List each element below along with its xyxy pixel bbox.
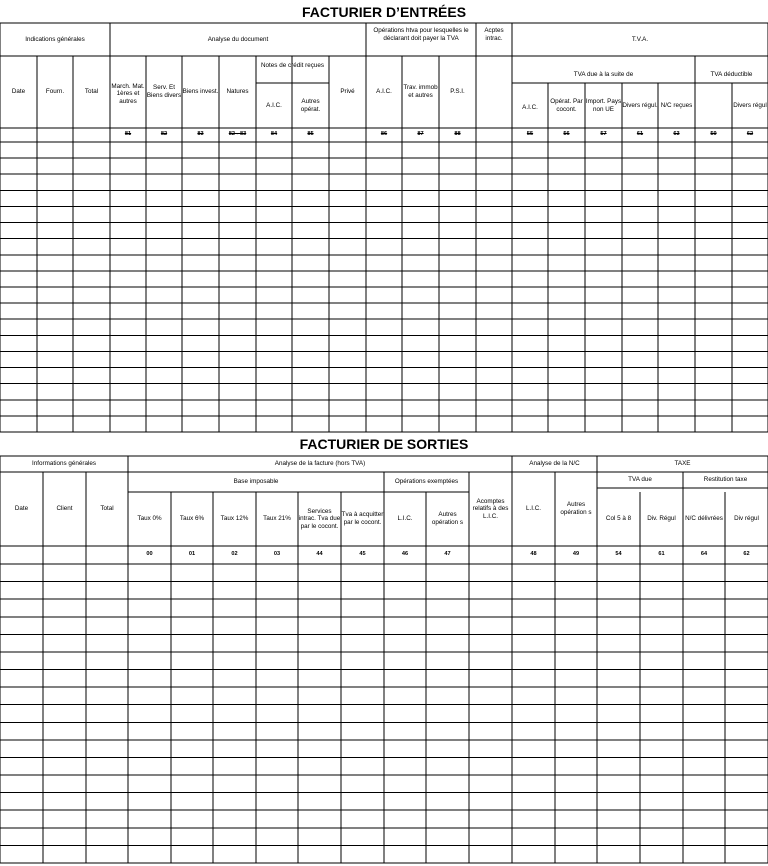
column-header-prive: Privé	[340, 88, 355, 96]
sorties-title: FACTURIER DE SORTIES	[299, 436, 469, 452]
grid-code: 44	[316, 551, 323, 558]
grid-code: 81	[124, 131, 132, 138]
group-informations-generales: Informations générales	[31, 460, 97, 468]
column-header-tva-acquitter: Tva à acquitter par le cocont.	[341, 511, 384, 526]
grid-code: 83	[197, 131, 204, 138]
group-tva-due: TVA due à la suite de	[573, 71, 634, 79]
grid-code: 49	[572, 551, 580, 558]
group-operations-htva: Opérations htva pour lesquelles le déclarant doit payer la TVA	[373, 27, 469, 42]
column-header-client: Client	[56, 505, 73, 513]
column-header-div-regul2: Div régul	[734, 515, 759, 523]
grid-code: 64	[700, 551, 708, 558]
column-header-aic-tva: A.I.C.	[522, 103, 538, 111]
grid-code: 57	[600, 131, 607, 138]
grid-code: 86	[380, 131, 388, 138]
column-header-lic: L.I.C.	[397, 515, 413, 523]
grid-code: 45	[359, 551, 366, 558]
column-header-taux12: Taux 12%	[220, 515, 249, 523]
group-acptes-intrac: Acptes intrac.	[484, 26, 504, 42]
column-header-col5a8: Col 5 à 8	[605, 515, 632, 523]
group-tva-deductible: TVA déductible	[710, 71, 753, 79]
grid-code: 47	[444, 551, 451, 558]
group-tva-due: TVA due	[628, 476, 652, 484]
column-header-aic-ops: A.I.C.	[376, 88, 392, 96]
column-header-total: Total	[100, 505, 114, 513]
group-analyse-nc: Analyse de la N/C	[529, 460, 580, 468]
column-header-aic-nc: A.I.C.	[266, 101, 282, 109]
grid-code: 46	[401, 551, 409, 558]
group-restitution-taxe: Restitution taxe	[703, 476, 748, 484]
grid-code: 54	[615, 551, 622, 558]
grid-code: 61	[658, 551, 665, 558]
grid-code: 82 - 83	[228, 131, 247, 138]
column-header-total: Total	[84, 88, 99, 96]
grid-code: 85	[307, 131, 314, 138]
grid-code: 02	[231, 551, 238, 558]
column-header-fourn: Fourn.	[45, 88, 65, 96]
group-tva: T.V.A.	[631, 35, 649, 43]
grid-code: 01	[188, 551, 196, 558]
column-header-psi: P.S.I.	[450, 88, 465, 96]
column-header-operat-cocont: Opérat. Par cocont.	[550, 97, 583, 113]
column-header-date: Date	[11, 88, 26, 96]
column-header-autres-op: Autres opération s	[431, 511, 464, 526]
grid-code: 84	[270, 131, 278, 138]
grid-code: 88	[454, 131, 461, 138]
group-notes-de-credit: Notes de crédit reçues	[261, 62, 324, 69]
grid-code: 00	[146, 551, 153, 558]
grid-code: 87	[417, 131, 424, 138]
group-analyse-facture: Analyse de la facture (hors TVA)	[274, 460, 366, 468]
column-header-acomptes: Acomptes relatifs à des L.I.C.	[472, 497, 509, 520]
column-header-divers-regul: Divers régul.	[622, 101, 658, 109]
grid-code: 56	[563, 131, 570, 138]
group-operations-exemptees: Opérations exemptées	[394, 478, 459, 486]
grid-code: 48	[530, 551, 537, 558]
column-header-serv: Serv. Et Biens divers	[146, 84, 182, 99]
column-header-services: Services intrac. Tva due par le cocont.	[298, 507, 341, 530]
column-header-nc-delivrees: N/C délivrées	[685, 515, 723, 523]
grid-code: 55	[526, 131, 534, 138]
column-header-taux6: Taux 6%	[179, 515, 205, 523]
grid-code: 82	[160, 131, 168, 138]
column-header-date: Date	[14, 505, 29, 513]
grid-code: 62	[746, 131, 754, 138]
column-header-biens: Biens invest.	[182, 88, 219, 96]
column-header-taux0: Taux 0%	[137, 515, 162, 523]
column-header-nc-recues: N/C reçues	[660, 101, 693, 109]
column-header-autres-op-nc: Autres opération s	[560, 501, 592, 516]
entrees-title: FACTURIER D’ENTRÉES	[301, 4, 467, 20]
grid-code: 62	[743, 551, 750, 558]
group-base-imposable: Base imposable	[233, 478, 279, 486]
column-header-trav: Trav. immob et autres	[403, 84, 438, 99]
column-header-div-regul: Div. Régul	[647, 515, 676, 523]
column-header-march: March. Mat. 1ères et autres	[111, 82, 145, 105]
column-header-natures: Natures	[226, 88, 249, 96]
column-header-import: Import. Pays non UE	[585, 97, 622, 113]
column-header-lic-nc: L.I.C.	[525, 505, 542, 513]
group-taxe: TAXE	[674, 460, 691, 468]
grid-code: 61	[636, 131, 644, 138]
column-header-taux21: Taux 21%	[263, 515, 291, 523]
group-indications-generales: Indications générales	[25, 35, 85, 43]
group-analyse-document: Analyse du document	[207, 35, 269, 43]
column-header-divers-regul2: Divers régul	[733, 101, 767, 109]
grid-code: 63	[673, 131, 680, 138]
grid-code: 59	[710, 131, 717, 138]
column-header-autres-nc: Autres opérat.	[300, 97, 321, 113]
grid-code: 03	[273, 551, 281, 558]
